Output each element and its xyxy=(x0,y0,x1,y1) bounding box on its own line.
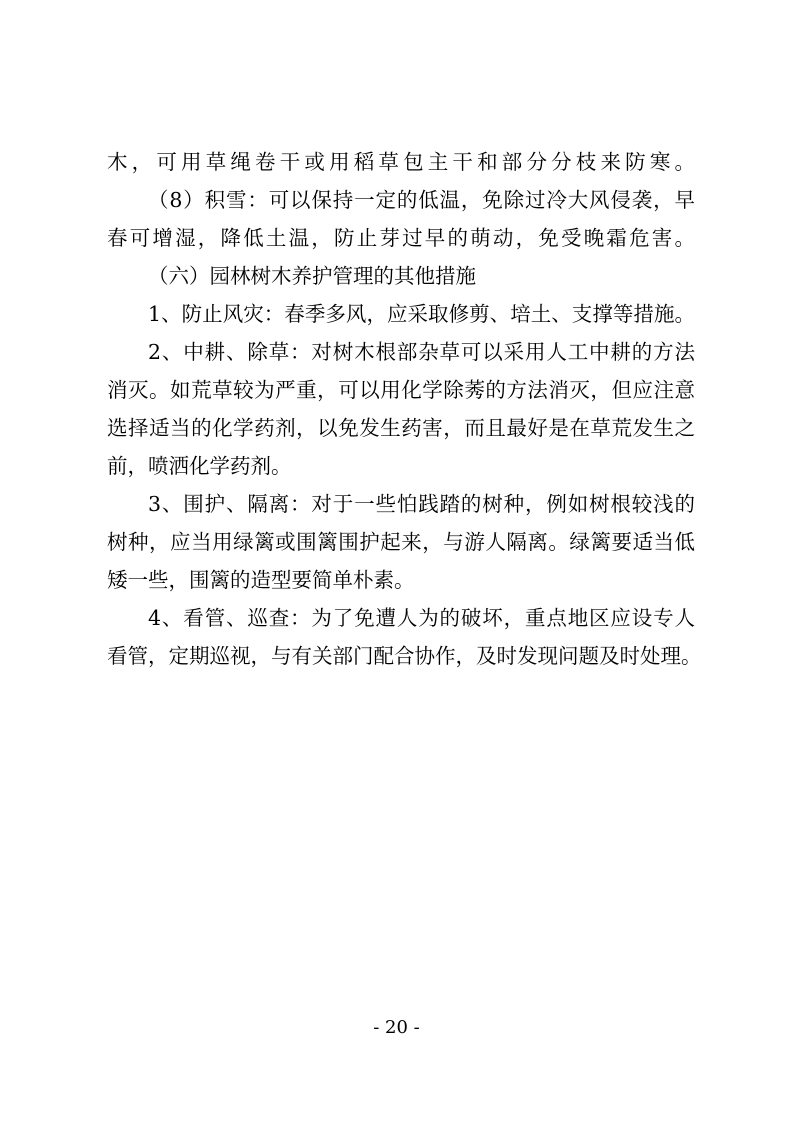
text-line: 消灭。如荒草较为严重，可以用化学除莠的方法消灭，但应注意 xyxy=(107,378,695,402)
text-line: （8）积雪：可以保持一定的低温，免除过冷大风侵袭，早 xyxy=(148,188,695,212)
text-line: 看管，定期巡视，与有关部门配合协作，及时发现问题及时处理。 xyxy=(107,644,702,668)
page-number: - 20 - xyxy=(373,1017,420,1038)
document-body xyxy=(107,143,702,675)
text-line: 3、围护、隔离：对于一些怕践踏的树种，例如树根较浅的 xyxy=(148,492,695,516)
text-line: 1、防止风灾：春季多风，应采取修剪、培土、支撑等措施。 xyxy=(148,302,695,326)
text-line: 矮一些，围篱的造型要简单朴素。 xyxy=(107,568,415,592)
text-line: 树种，应当用绿篱或围篱围护起来，与游人隔离。绿篱要适当低 xyxy=(107,530,695,554)
text-line: 2、中耕、除草：对树木根部杂草可以采用人工中耕的方法 xyxy=(148,340,695,364)
text-line: 春可增湿，降低土温，防止芽过早的萌动，免受晚霜危害。 xyxy=(107,226,695,250)
text-line: 木，可用草绳卷干或用稻草包主干和部分分枝来防寒。 xyxy=(107,150,695,174)
text-line: 选择适当的化学药剂，以免发生药害，而且最好是在草荒发生之 xyxy=(107,416,695,440)
text-line: 前，喷洒化学药剂。 xyxy=(107,454,292,478)
section-heading: （六）园林树木养护管理的其他措施 xyxy=(148,264,476,288)
text-line: 4、看管、巡查：为了免遭人为的破坏，重点地区应设专人 xyxy=(148,606,695,630)
